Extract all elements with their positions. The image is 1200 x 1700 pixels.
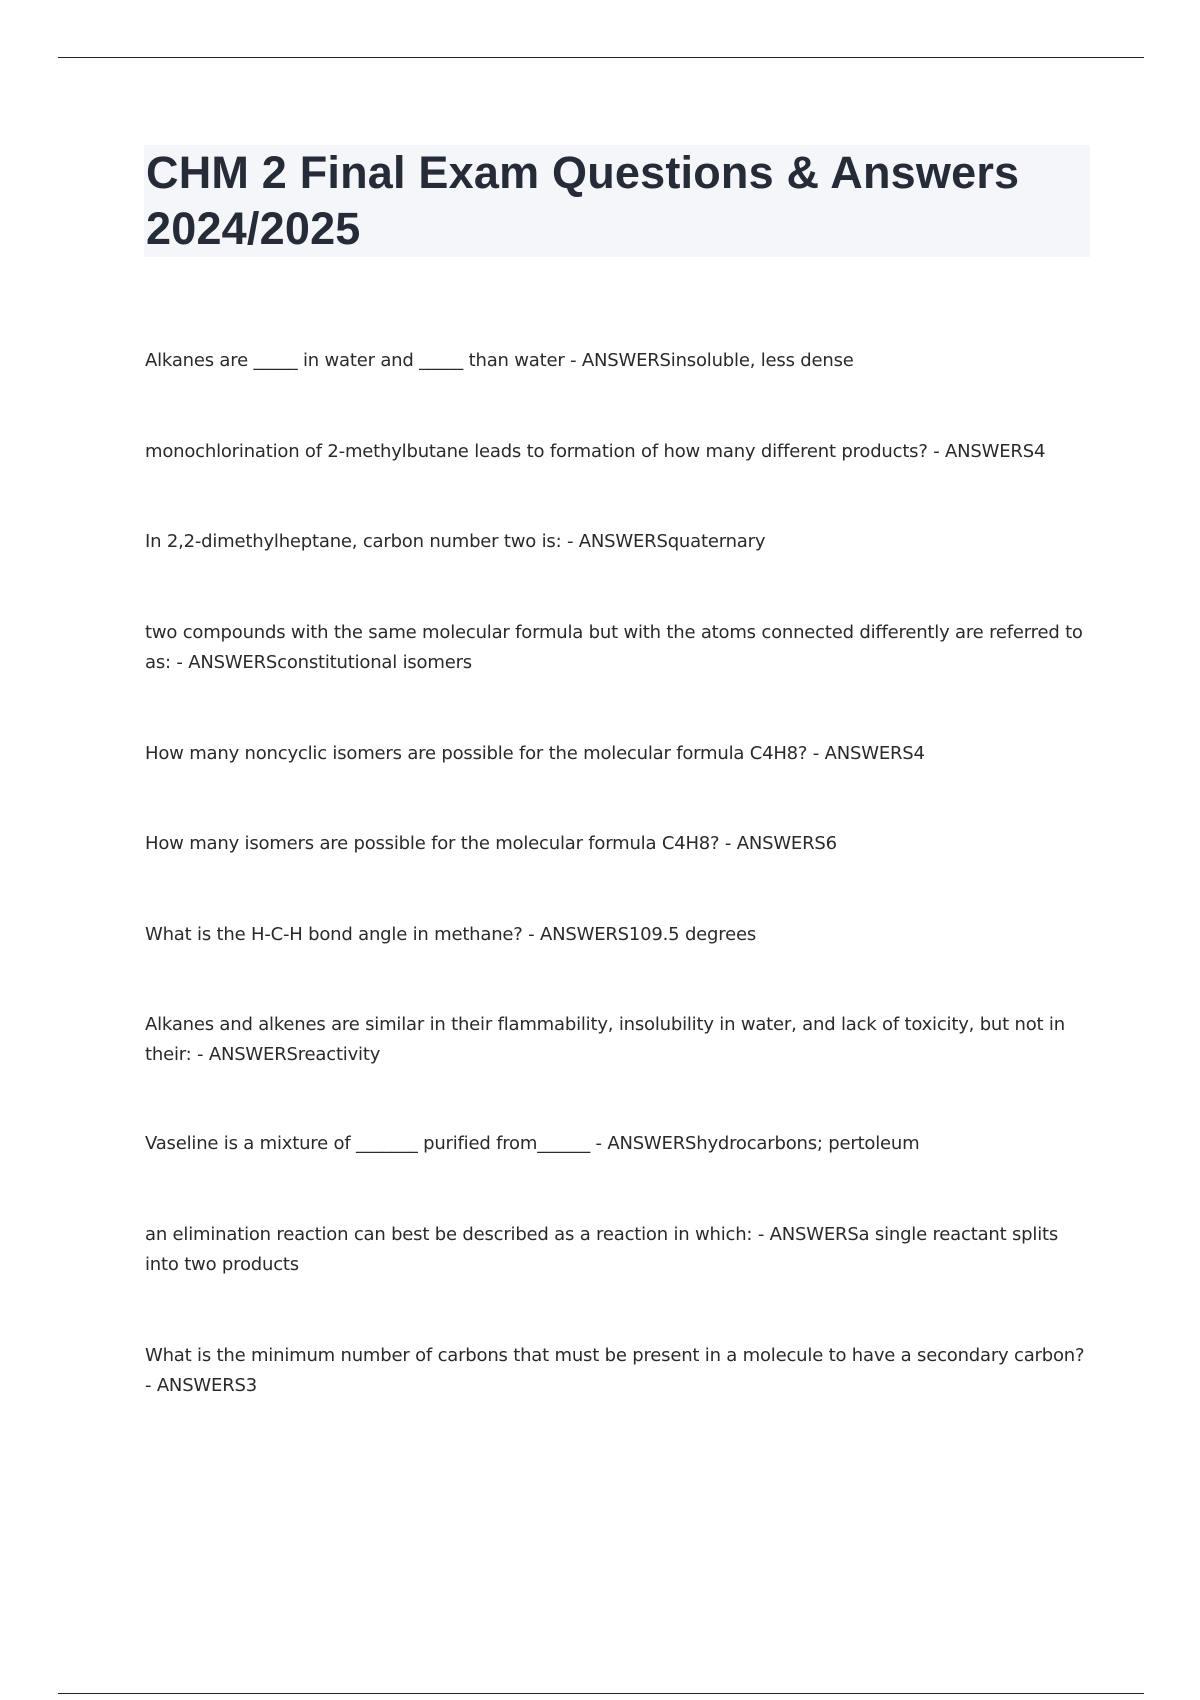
qa-item: In 2,2-dimethylheptane, carbon number two is: - ANSWERSquaternary bbox=[145, 531, 766, 552]
qa-item: How many isomers are possible for the molecular formula C4H8? - ANSWERS6 bbox=[145, 833, 837, 854]
qa-item: Alkanes and alkenes are similar in their flammability, insolubility in water, and lack of toxicity, but not in their: - ANSWERSreactivity bbox=[145, 1014, 1065, 1065]
qa-item: monochlorination of 2-methylbutane leads to formation of how many different products? - ANSWERS4 bbox=[145, 441, 1046, 462]
bottom-rule bbox=[58, 1693, 1144, 1694]
qa-item: What is the minimum number of carbons that must be present in a molecule to have a secondary carbon? - ANSWERS3 bbox=[145, 1345, 1085, 1396]
top-rule bbox=[58, 57, 1144, 58]
qa-item: How many noncyclic isomers are possible for the molecular formula C4H8? - ANSWERS4 bbox=[145, 743, 925, 764]
qa-item: two compounds with the same molecular formula but with the atoms connected differently are referred to as: - ANSWERSconstitutional isomers bbox=[145, 622, 1083, 673]
qa-item: Alkanes are _____ in water and _____ than water - ANSWERSinsoluble, less dense bbox=[145, 350, 854, 371]
qa-item: What is the H-C-H bond angle in methane? - ANSWERS109.5 degrees bbox=[145, 924, 757, 945]
qa-item: an elimination reaction can best be described as a reaction in which: - ANSWERSa single reactant splits into two products bbox=[145, 1224, 1059, 1275]
page-title: CHM 2 Final Exam Questions & Answers 2024/2025 bbox=[146, 147, 1020, 254]
qa-item: Vaseline is a mixture of _______ purified from______ - ANSWERShydrocarbons; pertoleum bbox=[145, 1133, 920, 1154]
title-banner bbox=[144, 145, 1090, 257]
